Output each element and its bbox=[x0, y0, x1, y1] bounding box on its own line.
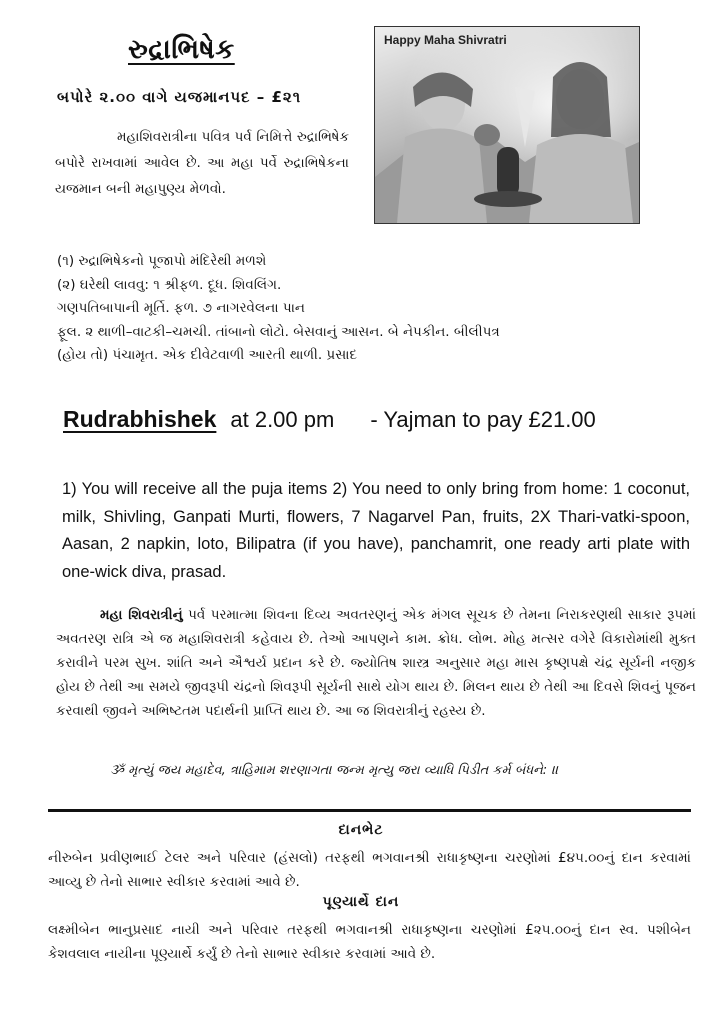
intro-paragraph: મહાશિવરાત્રીના પવિત્ર પર્વ નિમિત્તે રુદ્રાભિષેક બપોરે રાખવામાં આવેલ છે. આ મહા પર્વે રુદ્રાભિષેકના યજમાન બની મહાપુણ્ય મેળવો. bbox=[55, 129, 349, 197]
list-item: ગણપતિબાપાની મૂર્તિ. ફળ. ૭ નાગરવેલના પાન bbox=[57, 300, 305, 316]
time-fee-subtitle: બપોરે ૨.૦૦ વાગે યજમાનપદ – £૨૧ bbox=[57, 88, 302, 106]
english-paragraph: 1) You will receive all the puja items 2) You need to only bring from home: 1 coconut, milk, Shivling, Ganpati Murti, flowers, 7 Nagarvel Pan, fruits, 2X Thari-vatki-spoon, Aasan, 2 napkin, loto, Bilipatra (if you have), panchamrit, one ready arti plate with one-wick diva, prasad. bbox=[62, 480, 690, 581]
deity-illustration-icon bbox=[375, 27, 639, 223]
section-divider bbox=[48, 809, 691, 812]
shivratri-text: પર્વ પરમાત્મા શિવના દિવ્ય અવતરણનું એક મંગલ સૂચક છે તેમના નિરાકરણથી સાકાર રૂપમાં અવતરણ રાત્રિ એ જ મહાશિવરાત્રી કહેવાય છે. તેઓ આપણને કામ. ક્રોધ. લોભ. મોહ મત્સર વગેરે વિકારોમાંથી મુક્ત કરાવીને પરમ સુખ. શાંતિ અને ઐશ્વર્ય પ્રદાન કરે છે. જ્યોતિષ શાસ્ત્ર અનુસાર મહા માસ કૃષ્ણપક્ષે ચંદ્ર સૂર્યની નજીક હોય છે તેથી આ સમયે જીવરૂપી ચંદ્રનો શિવરૂપી સૂર્યની સાથે યોગ થાય છે. મિલન થાય છે તેથી આ દિવસે શિવનું પૂજન કરવાથી જીવને અભિષ્ટતમ પદાર્થની પ્રાપ્તિ થાય છે. આ જ શિવરાત્રીનું રહસ્ય છે. bbox=[56, 607, 697, 719]
memorial-donation-text: લક્ષ્મીબેન ભાનુપ્રસાદ નાયી અને પરિવાર તરફથી ભગવાનશ્રી રાધાકૃષ્ણના ચરણોમાં £૨૫.૦૦નું દાન સ્વ. પશીબેન કેશવલાલ નાયીના પૂણ્યાર્થે કર્યું છે તેનો સાભાર સ્વીકાર કરવામાં આવે છે. bbox=[48, 922, 691, 962]
shivratri-lead: મહા શિવરાત્રીનું bbox=[100, 607, 183, 623]
list-item: (હોય તો) પંચામૃત. એક દીવેટવાળી આરતી થાળી. પ્રસાદ bbox=[57, 347, 357, 363]
shivratri-image bbox=[374, 26, 640, 224]
list-item: (૨) ઘરેથી લાવવુ: ૧ શ્રીફળ. દૂધ. શિવલિંગ. bbox=[57, 276, 282, 293]
memorial-donation-title: પૂણ્યાર્થે દાન bbox=[322, 894, 400, 910]
english-fee: - Yajman to pay £21.00 bbox=[370, 407, 596, 432]
donation-text: નીરુબેન પ્રવીણભાઈ ટેલર અને પરિવાર (હંસલો) તરફથી ભગવાનશ્રી રાધાકૃષ્ણના ચરણોમાં £૪૫.૦૦નું દાન કરવામાં આવ્યુ છે તેનો સાભાર સ્વીકાર કરવામાં આવે છે. bbox=[48, 850, 691, 890]
mantra-line: ૐ મૃત્યું જય મહાદેવ, ત્રાહિમામ શરણાગત। જન્મ મૃત્યુ જરા વ્યાધિ પિડીત કર્મ બંધને: ।। bbox=[110, 763, 559, 778]
shivratri-paragraph bbox=[56, 603, 696, 723]
list-item: (૧) રુદ્રાભિષેકનો પૂજાપો મંદિરેથી મળશે bbox=[57, 253, 267, 269]
page-title: રુદ્રાભિષેક bbox=[128, 34, 235, 65]
english-heading: Rudrabhishek bbox=[63, 406, 217, 432]
image-caption: Happy Maha Shivratri bbox=[384, 33, 507, 47]
donation-title: દાનભેટ bbox=[338, 822, 384, 838]
english-time: at 2.00 pm bbox=[230, 407, 335, 432]
english-heading-row bbox=[63, 406, 596, 433]
list-item: ફૂલ. ૨ થાળી–વાટકી–ચમચી. તાંબાનો લોટો. બેસવાનું આસન. બે નેપકીન. બીલીપત્ર bbox=[57, 323, 500, 340]
puja-items-list bbox=[57, 250, 697, 368]
